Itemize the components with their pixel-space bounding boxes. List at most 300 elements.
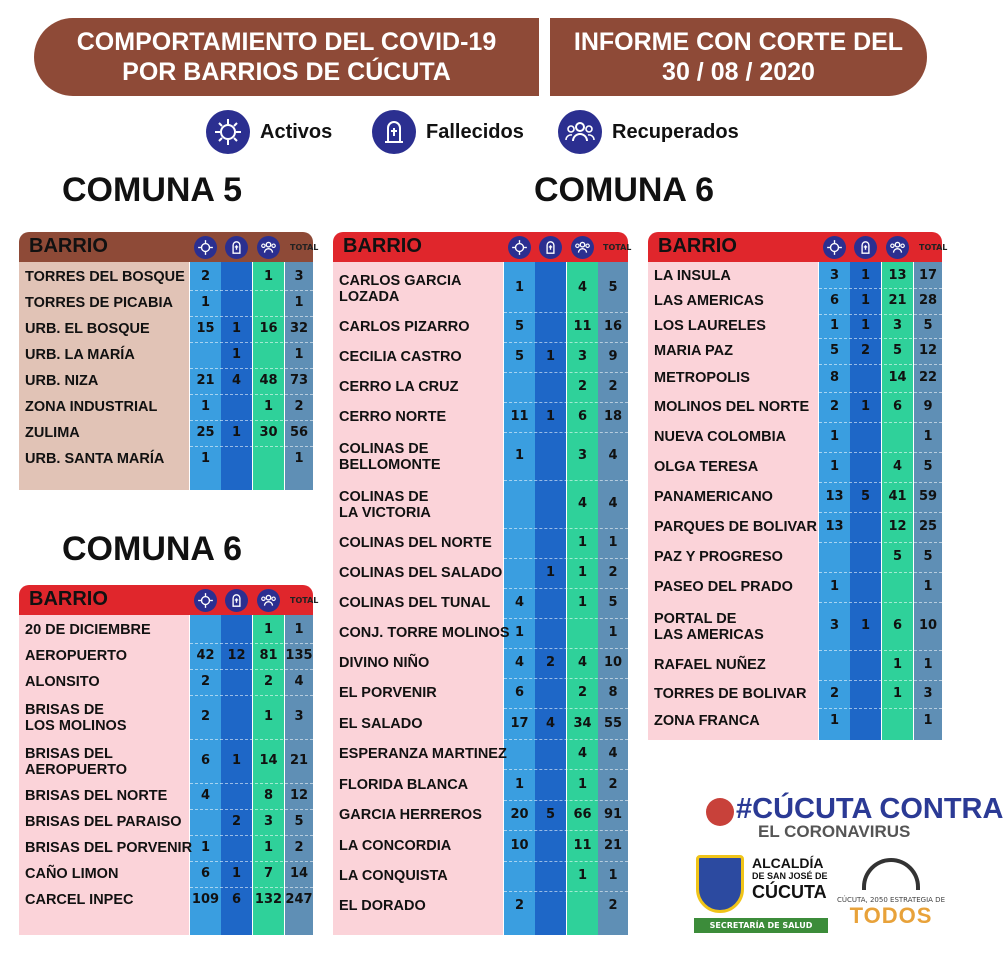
virus-icon: [194, 589, 217, 612]
table-row: [648, 482, 942, 512]
table-row: [648, 264, 942, 288]
activos-value: 1: [200, 451, 211, 466]
activos-value: 6: [200, 866, 211, 881]
activos-value: 1: [200, 840, 211, 855]
total-value: 8: [608, 685, 618, 700]
table-row: [19, 887, 313, 913]
recuperados-value: 2: [577, 379, 588, 394]
total-value: 73: [289, 373, 309, 388]
secretaria-salud-label: SECRETARÍA DE SALUD: [694, 918, 828, 933]
fallecidos-value: 1: [860, 618, 871, 633]
recuperados-value: 14: [259, 753, 278, 768]
table-row: [333, 558, 628, 588]
recuperados-value: 1: [263, 622, 274, 637]
table-row: [333, 480, 628, 528]
barrio-name: GARCIA HERREROS: [339, 807, 482, 823]
recuperados-value: 6: [892, 618, 903, 633]
total-value: 3: [923, 686, 933, 701]
table-row: [19, 617, 313, 643]
barrio-name: ZONA FRANCA: [654, 713, 760, 729]
alcaldia-line-3: CÚCUTA: [752, 882, 827, 902]
barrio-name: PARQUES DE BOLIVAR: [654, 519, 818, 535]
table-row: [19, 264, 313, 290]
table-row: [648, 452, 942, 482]
comuna-6-right-table: [648, 232, 948, 740]
fallecidos-value: 1: [545, 409, 556, 424]
total-value: 1: [923, 429, 933, 444]
comuna-6-left-table: [19, 585, 319, 935]
table-row: [19, 783, 313, 809]
total-header: TOTAL: [290, 596, 319, 605]
activos-value: 10: [510, 837, 529, 853]
barrio-name: METROPOLIS: [654, 370, 750, 386]
barrio-header: BARRIO: [343, 235, 422, 257]
total-value: 2: [608, 776, 618, 792]
barrio-name: MARIA PAZ: [654, 343, 733, 359]
table-row: [333, 588, 628, 618]
barrio-name: COLINAS DEL TUNAL: [339, 595, 491, 611]
total-value: 4: [608, 448, 618, 463]
recuperados-value: 1: [263, 399, 274, 414]
total-header: TOTAL: [290, 243, 319, 252]
table-row: [333, 769, 628, 800]
fallecidos-value: 1: [231, 347, 242, 362]
recuperados-value: 2: [263, 674, 274, 689]
recuperados-value: 8: [263, 788, 274, 803]
barrio-header: BARRIO: [658, 235, 737, 257]
report-date-banner: [550, 18, 927, 96]
table-row: [19, 643, 313, 669]
table-row: [19, 695, 313, 739]
virus-icon: [823, 236, 846, 259]
barrio-name: TORRES DEL BOSQUE: [25, 269, 185, 285]
barrio-name: ESPERANZA MARTINEZ: [339, 746, 507, 762]
total-header: TOTAL: [919, 243, 948, 252]
barrio-name: URB. SANTA MARÍA: [25, 451, 165, 467]
virus-icon: [508, 236, 531, 259]
fallecidos-value: 4: [545, 715, 556, 731]
total-value: 5: [923, 318, 933, 333]
legend: [0, 110, 960, 158]
total-value: 3: [294, 709, 304, 724]
title-line-1: COMPORTAMIENTO DEL COVID-19: [76, 28, 497, 56]
activos-value: 2: [829, 399, 840, 414]
total-value: 16: [603, 319, 623, 334]
total-value: 21: [289, 753, 309, 768]
barrio-name: PAZ Y PROGRESO: [654, 549, 783, 565]
table-row: [648, 422, 942, 452]
recuperados-value: 1: [263, 269, 274, 284]
tombstone-icon: [539, 236, 562, 259]
total-value: 1: [923, 657, 933, 672]
virus-icon: [206, 110, 250, 154]
people-icon: [571, 236, 594, 259]
title-line-2: POR BARRIOS DE CÚCUTA: [122, 58, 451, 86]
recuperados-value: 4: [577, 496, 588, 511]
total-header: TOTAL: [603, 243, 632, 252]
activos-value: 4: [514, 595, 525, 610]
fallecidos-value: 2: [545, 655, 556, 670]
table-row: [19, 368, 313, 394]
barrio-name: LOS LAURELES: [654, 318, 766, 334]
activos-value: 1: [514, 448, 525, 463]
total-value: 10: [603, 655, 623, 670]
recuperados-value: 11: [573, 319, 592, 334]
barrio-name: LA CONCORDIA: [339, 837, 452, 854]
legend-recuperados-label: Recuperados: [612, 120, 739, 143]
activos-value: 2: [200, 709, 211, 724]
total-value: 18: [603, 409, 623, 424]
total-value: 14: [289, 866, 309, 881]
report-date: 30 / 08 / 2020: [662, 58, 815, 86]
report-line-1: INFORME CON CORTE DEL: [573, 28, 904, 56]
table-row: [333, 402, 628, 432]
total-value: 1: [608, 868, 618, 883]
table-row: [333, 739, 628, 769]
barrio-header: BARRIO: [29, 235, 108, 257]
hashtag-line-2: EL CORONAVIRUS: [758, 822, 911, 841]
total-value: 1: [923, 579, 933, 594]
activos-value: 4: [514, 655, 525, 670]
barrio-name: TORRES DE BOLIVAR: [654, 686, 807, 702]
fallecidos-value: 1: [860, 268, 871, 283]
activos-value: 1: [829, 459, 840, 474]
activos-value: 1: [514, 625, 525, 640]
fallecidos-value: 1: [545, 349, 556, 364]
fallecidos-value: 2: [860, 343, 871, 358]
total-value: 91: [603, 807, 623, 822]
barrio-name: BRISAS DEL AEROPUERTO: [25, 746, 128, 778]
barrio-name: URB. NIZA: [25, 373, 99, 389]
activos-value: 1: [200, 295, 211, 310]
total-value: 12: [289, 788, 309, 803]
barrio-name: COLINAS DE BELLOMONTE: [339, 441, 441, 473]
activos-value: 2: [829, 686, 840, 701]
total-value: 56: [289, 425, 309, 440]
table-row: [333, 830, 628, 861]
total-value: 1: [923, 713, 933, 728]
table-row: [648, 708, 942, 734]
comuna-5-table: [19, 232, 319, 490]
activos-value: 20: [510, 807, 529, 822]
legend-activos: [206, 110, 332, 154]
barrio-header: BARRIO: [29, 588, 108, 610]
recuperados-value: 12: [888, 519, 907, 534]
activos-value: 17: [510, 715, 529, 731]
alcaldia-line-2: DE SAN JOSÉ DE: [752, 871, 828, 881]
total-value: 28: [918, 293, 938, 308]
activos-value: 6: [829, 293, 840, 308]
total-value: 1: [608, 535, 618, 550]
barrio-name: ALONSITO: [25, 674, 100, 690]
total-value: 22: [918, 370, 938, 385]
legend-activos-label: Activos: [260, 120, 333, 143]
fallecidos-value: 4: [231, 373, 242, 388]
recuperados-value: 1: [577, 595, 588, 610]
total-value: 3: [294, 269, 304, 284]
activos-value: 13: [825, 519, 844, 534]
fallecidos-value: 1: [231, 321, 242, 336]
barrio-name: CERRO NORTE: [339, 409, 447, 425]
barrio-name: MOLINOS DEL NORTE: [654, 399, 810, 415]
table-row: [648, 680, 942, 708]
total-value: 17: [918, 268, 938, 283]
fallecidos-value: 1: [231, 753, 242, 768]
fallecidos-value: 2: [231, 814, 242, 829]
activos-value: 5: [829, 343, 840, 358]
table-row: [648, 542, 942, 572]
recuperados-value: 11: [573, 837, 592, 853]
total-value: 32: [289, 321, 309, 336]
recuperados-value: 3: [577, 448, 588, 463]
recuperados-value: 34: [573, 715, 592, 731]
recuperados-value: 1: [892, 686, 903, 701]
barrio-name: 20 DE DICIEMBRE: [25, 622, 151, 638]
recuperados-value: 4: [577, 280, 588, 295]
activos-value: 11: [510, 409, 529, 424]
barrio-name: TORRES DE PICABIA: [25, 295, 173, 311]
barrio-name: DIVINO NIÑO: [339, 655, 430, 671]
barrio-name: ZONA INDUSTRIAL: [25, 399, 158, 415]
table-row: [333, 342, 628, 372]
total-value: 1: [294, 347, 304, 362]
table-row: [19, 420, 313, 446]
title-banner: [34, 18, 539, 96]
barrio-name: PORTAL DE LAS AMERICAS: [654, 611, 764, 643]
todos-line-1: CÚCUTA, 2050 ESTRATEGIA DE: [836, 896, 945, 904]
recuperados-value: 41: [888, 489, 907, 504]
recuperados-value: 1: [577, 868, 588, 883]
table-row: [333, 264, 628, 312]
recuperados-value: 1: [577, 776, 588, 792]
activos-value: 1: [829, 713, 840, 728]
total-value: 55: [603, 715, 623, 731]
total-value: 4: [294, 674, 304, 689]
recuperados-value: 5: [892, 549, 903, 564]
activos-value: 42: [196, 648, 215, 663]
legend-fallecidos-label: Fallecidos: [426, 120, 524, 143]
virus-logo-icon: [706, 798, 734, 826]
people-icon: [257, 589, 280, 612]
recuperados-value: 1: [577, 565, 588, 580]
fallecidos-value: 1: [231, 425, 242, 440]
barrio-name: FLORIDA BLANCA: [339, 776, 469, 793]
total-value: 2: [608, 565, 618, 580]
recuperados-value: 30: [259, 425, 278, 440]
barrio-name: URB. LA MARÍA: [25, 347, 135, 363]
recuperados-value: 6: [892, 399, 903, 414]
table-row: [333, 891, 628, 921]
activos-value: 6: [514, 685, 525, 700]
table-row: [19, 446, 313, 472]
recuperados-value: 7: [263, 866, 274, 881]
barrio-name: CERRO LA CRUZ: [339, 379, 459, 395]
recuperados-value: 81: [259, 648, 278, 663]
barrio-name: CONJ. TORRE MOLINOS: [339, 625, 510, 641]
fallecidos-value: 1: [860, 399, 871, 414]
table-header: [333, 232, 632, 262]
virus-icon: [194, 236, 217, 259]
comuna-6-left-title: COMUNA 6: [62, 530, 243, 568]
table-row: [333, 312, 628, 342]
total-value: 1: [294, 451, 304, 466]
barrio-name: AEROPUERTO: [25, 648, 128, 664]
recuperados-value: 6: [577, 409, 588, 424]
recuperados-value: 5: [892, 343, 903, 358]
total-value: 21: [603, 837, 623, 853]
total-value: 135: [285, 648, 313, 663]
activos-value: 1: [829, 429, 840, 444]
table-header: [19, 232, 319, 262]
fallecidos-value: 5: [545, 807, 556, 822]
total-value: 2: [608, 898, 618, 913]
recuperados-value: 1: [892, 657, 903, 672]
activos-value: 1: [200, 399, 211, 414]
recuperados-value: 13: [888, 268, 907, 283]
total-value: 12: [918, 343, 938, 358]
activos-value: 8: [829, 370, 840, 385]
barrio-name: CARCEL INPEC: [25, 892, 134, 908]
total-value: 2: [294, 399, 304, 414]
activos-value: 2: [200, 674, 211, 689]
total-value: 1: [294, 295, 304, 310]
barrio-name: LA CONQUISTA: [339, 868, 448, 884]
barrio-name: PANAMERICANO: [654, 489, 773, 505]
table-row: [19, 739, 313, 783]
total-value: 5: [608, 595, 618, 610]
table-row: [19, 394, 313, 420]
total-value: 59: [918, 489, 938, 504]
fallecidos-value: 1: [231, 866, 242, 881]
barrio-name: EL SALADO: [339, 715, 423, 732]
table-row: [333, 648, 628, 678]
activos-value: 1: [514, 280, 525, 295]
activos-value: 13: [825, 489, 844, 504]
barrio-name: LAS AMERICAS: [654, 293, 764, 309]
table-row: [648, 288, 942, 314]
activos-value: 3: [829, 268, 840, 283]
recuperados-value: 132: [254, 892, 283, 907]
recuperados-value: 66: [573, 807, 592, 822]
table-row: [333, 618, 628, 648]
table-row: [333, 678, 628, 708]
total-value: 5: [294, 814, 304, 829]
recuperados-value: 3: [263, 814, 274, 829]
table-row: [333, 708, 628, 739]
activos-value: 3: [829, 618, 840, 633]
fallecidos-value: 1: [860, 293, 871, 308]
total-value: 4: [608, 746, 618, 761]
fallecidos-value: 6: [231, 892, 242, 907]
total-value: 5: [923, 549, 933, 564]
table-row: [333, 861, 628, 891]
barrio-name: OLGA TERESA: [654, 459, 759, 475]
table-row: [333, 372, 628, 402]
hashtag-line-1: #CÚCUTA CONTRA: [736, 793, 1003, 825]
tombstone-icon: [225, 236, 248, 259]
activos-value: 4: [200, 788, 211, 803]
table-row: [19, 669, 313, 695]
tombstone-icon: [225, 589, 248, 612]
activos-value: 6: [200, 753, 211, 768]
total-value: 25: [918, 519, 938, 534]
recuperados-value: 3: [577, 349, 588, 364]
barrio-name: BRISAS DEL PORVENIR: [25, 840, 193, 856]
barrio-name: LA INSULA: [654, 268, 731, 284]
total-value: 2: [608, 379, 618, 394]
table-row: [648, 602, 942, 650]
barrio-name: BRISAS DEL PARAISO: [25, 814, 182, 830]
activos-value: 2: [200, 269, 211, 284]
activos-value: 1: [829, 318, 840, 333]
fallecidos-value: 5: [860, 489, 871, 504]
table-row: [19, 342, 313, 368]
table-row: [19, 835, 313, 861]
table-row: [333, 432, 628, 480]
total-value: 10: [918, 618, 938, 633]
table-row: [19, 316, 313, 342]
barrio-name: EL PORVENIR: [339, 685, 437, 701]
people-group-icon: [862, 858, 920, 890]
people-icon: [558, 110, 602, 154]
fallecidos-value: 1: [545, 565, 556, 580]
table-row: [648, 364, 942, 392]
table-row: [648, 572, 942, 602]
alcaldia-line-1: ALCALDÍA: [752, 855, 824, 871]
total-value: 4: [608, 496, 618, 511]
comuna-5-title: COMUNA 5: [62, 171, 243, 209]
activos-value: 21: [196, 373, 215, 388]
activos-value: 1: [829, 579, 840, 594]
legend-fallecidos: [372, 110, 524, 154]
table-row: [648, 314, 942, 338]
recuperados-value: 14: [888, 370, 907, 385]
barrio-name: CAÑO LIMON: [25, 866, 119, 882]
recuperados-value: 1: [263, 709, 274, 724]
total-value: 247: [285, 892, 313, 907]
total-value: 5: [923, 459, 933, 474]
recuperados-value: 4: [892, 459, 903, 474]
activos-value: 2: [514, 898, 525, 913]
recuperados-value: 48: [259, 373, 278, 388]
recuperados-value: 16: [259, 321, 278, 336]
total-value: 9: [608, 349, 618, 364]
activos-value: 109: [191, 892, 220, 907]
total-value: 1: [608, 625, 618, 640]
people-icon: [257, 236, 280, 259]
barrio-name: BRISAS DEL NORTE: [25, 788, 168, 804]
recuperados-value: 2: [577, 685, 588, 700]
barrio-name: NUEVA COLOMBIA: [654, 429, 787, 445]
table-header: [648, 232, 948, 262]
barrio-name: CECILIA CASTRO: [339, 349, 462, 365]
activos-value: 15: [196, 321, 215, 336]
activos-value: 5: [514, 349, 525, 364]
barrio-name: BRISAS DE LOS MOLINOS: [25, 702, 127, 734]
table-row: [333, 800, 628, 830]
tombstone-icon: [854, 236, 877, 259]
total-value: 1: [294, 622, 304, 637]
people-icon: [886, 236, 909, 259]
fallecidos-value: 12: [227, 648, 246, 663]
barrio-name: CARLOS PIZARRO: [339, 319, 470, 335]
total-value: 2: [294, 840, 304, 855]
table-row: [19, 861, 313, 887]
recuperados-value: 4: [577, 655, 588, 670]
table-row: [648, 650, 942, 680]
recuperados-value: 21: [888, 293, 907, 308]
table-row: [648, 338, 942, 364]
